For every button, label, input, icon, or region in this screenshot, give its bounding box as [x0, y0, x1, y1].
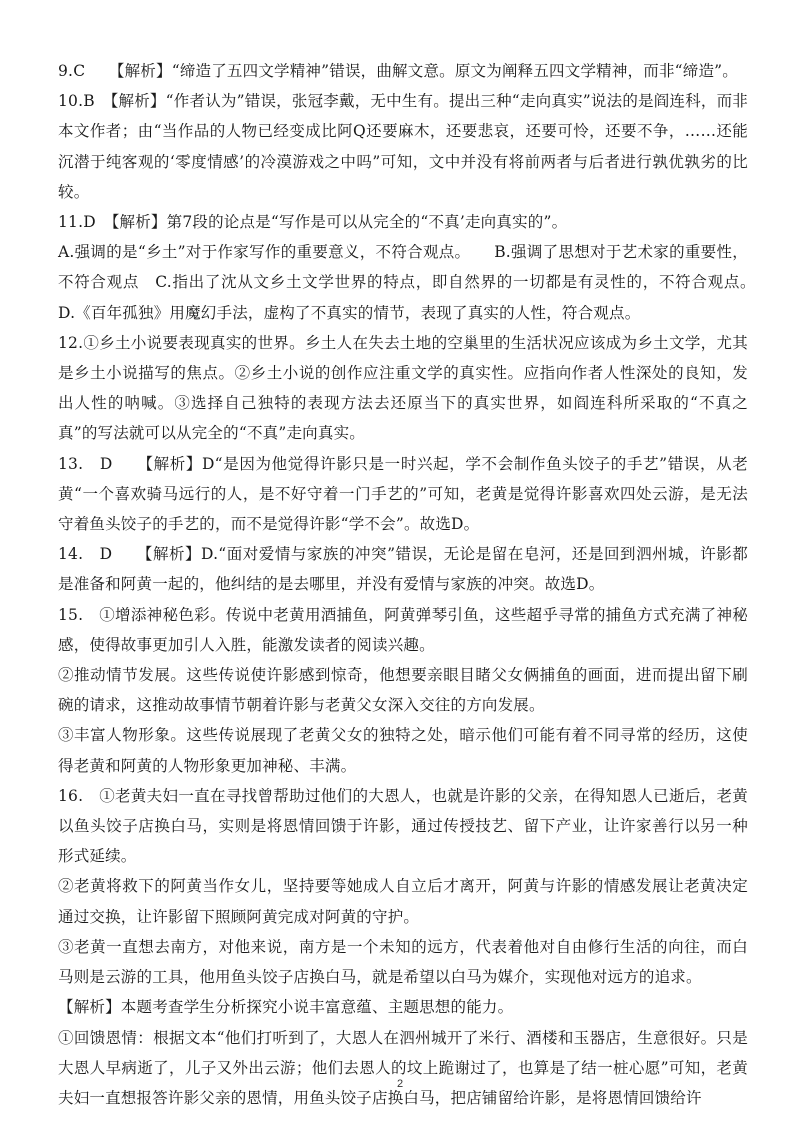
answer-12: 12.①乡土小说要表现真实的世界。乡土人在失去土地的空巢里的生活状况应该成为乡土文学，尤其是乡土小说描写的焦点。②乡土小说的创作应注重文学的真实性。应指向作者人性深处的良知，发出人性的呐喊。③选择自己独特的表现方法去还原当下的真实世界，如阎连科所采取的“不真之真”的写法就可以从完全的“不真”走向真实。	[58, 333, 748, 443]
answer-13: 13. D 【解析】D“是因为他觉得许影只是一时兴起，学不会制作鱼头饺子的手艺”错误，从老黄“一个喜欢骑马远行的人，是不好守着一门手艺的”可知，老黄是觉得许影喜欢四处云游，是无法守着鱼头饺子的手艺的，而不是觉得许影“学不会”。故选D。	[58, 454, 748, 534]
answer-16-point-2: ②老黄将救下的阿黄当作女儿，坚持要等她成人自立后才离开，阿黄与许影的情感发展让老黄决定通过交换，让许影留下照顾阿黄完成对阿黄的守护。	[58, 877, 748, 926]
answer-14: 14. D 【解析】D.“面对爱情与家族的冲突”错误，无论是留在皂河，还是回到泗州城，许影都是准备和阿黄一起的，他纠结的是去哪里，并没有爱情与家族的冲突。故选D。	[58, 545, 748, 594]
answer-16-analysis: 【解析】本题考查学生分析探究小说丰富意蕴、主题思想的能力。	[58, 998, 514, 1017]
document-body	[58, 56, 780, 1113]
answer-16-point-3: ③老黄一直想去南方，对他来说，南方是一个未知的远方，代表着他对自由修行生活的向往，而白马则是云游的工具，他用鱼头饺子店换白马，就是希望以白马为媒介，实现他对远方的追求。	[58, 937, 748, 987]
answer-16-analysis-point-1: ①回馈恩情：根据文本“他们打听到了，大恩人在泗州城开了米行、酒楼和玉器店，生意很好。只是大恩人早病逝了，儿子又外出云游；他们去恩人的坟上跪谢过了，也算是了结一桩心愿”可知，老黄夫妇一直想报答许影父亲的恩情，用鱼头饺子店换白马，把店铺留给许影，是将恩情回馈给许	[58, 1028, 748, 1107]
answer-15-point-1: 15. ①增添神秘色彩。传说中老黄用酒捕鱼，阿黄弹琴引鱼，这些超乎寻常的捕鱼方式充满了神秘感，使得故事更加引人入胜，能激发读者的阅读兴趣。	[58, 605, 748, 654]
page-number: 2	[396, 1078, 404, 1090]
answer-11-options: A.强调的是“乡土”对于作家写作的重要意义，不符合观点。 B.强调了思想对于艺术家的重要性，不符合观点 C.指出了沈从文乡土文学世界的特点，即自然界的一切都是有灵性的，不符合观点。 D.《百年孤独》用魔幻手法，虚构了不真实的情节，表现了真实的人性，符合观点。	[58, 243, 780, 322]
answer-15-point-3: ③丰富人物形象。这些传说展现了老黄父女的独特之处，暗示他们可能有着不同寻常的经历，这使得老黄和阿黄的人物形象更加神秘、丰满。	[58, 726, 748, 775]
answer-11: 11.D 【解析】第7段的论点是“写作是可以从完全的“不真’走向真实的”。	[58, 213, 568, 232]
answer-16-point-1: 16. ①老黄夫妇一直在寻找曾帮助过他们的大恩人，也就是许影的父亲，在得知恩人已逝后，老黄以鱼头饺子店换白马，实则是将恩情回馈于许影，通过传授技艺、留下产业，让许家善行以另一种形式延续。	[58, 786, 748, 866]
answer-10: 10.B 【解析】“作者认为”错误，张冠李戴，无中生有。提出三种“走向真实”说法的是阎连科，而非本文作者；由“当作品的人物已经变成比阿Q还要麻木，还要悲哀，还要可怜，还要不争，……还能沉潜于纯客观的‘零度情感’的冷漠游戏之中吗”可知，文中并没有将前两者与后者进行孰优孰劣的比较。	[58, 92, 748, 201]
answer-15-point-2: ②推动情节发展。这些传说使许影感到惊奇，他想要亲眼目睹父女俩捕鱼的画面，进而提出留下刷碗的请求，这推动故事情节朝着许影与老黄父女深入交往的方向发展。	[58, 666, 748, 715]
answer-9: 9.C 【解析】“缔造了五四文学精神”错误，曲解文意。原文为阐释五四文学精神，而非“缔造”。	[58, 62, 738, 80]
